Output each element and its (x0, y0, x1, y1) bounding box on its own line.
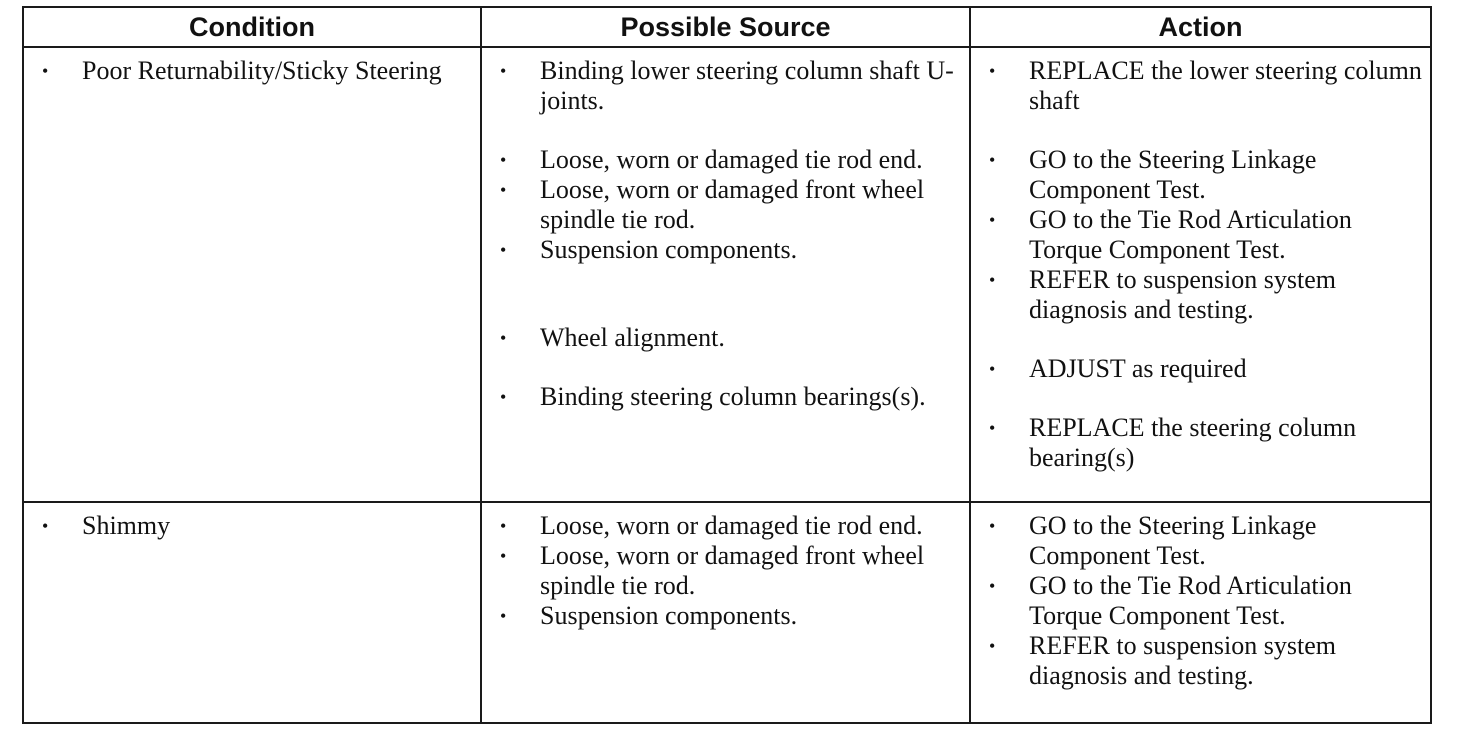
source-text: Suspension components. (540, 601, 798, 631)
list-item (971, 511, 1430, 571)
list-item (482, 541, 969, 601)
source-text: Loose, worn or damaged front wheel spindle tie rod. (540, 175, 925, 234)
condition-cell (23, 502, 481, 723)
condition-text: Shimmy (82, 511, 171, 541)
source-text: Suspension components. (540, 235, 798, 264)
list-item (482, 235, 969, 265)
table-row (23, 47, 1431, 502)
source-text: Loose, worn or damaged front wheel spindle tie rod. (540, 541, 925, 601)
bullet-icon: • (500, 328, 507, 348)
list-item (482, 323, 969, 353)
list-item (482, 145, 969, 175)
bullet-icon: • (42, 61, 49, 81)
action-text: GO to the Tie Rod Articulation Torque Component Test. (1029, 571, 1352, 631)
action-text: ADJUST as required (1029, 354, 1247, 383)
bullet-icon: • (989, 150, 996, 170)
condition-text: Poor Returnability/Sticky Steering (82, 56, 442, 85)
list-item (482, 511, 969, 541)
list-item (971, 354, 1430, 384)
list-item (971, 56, 1430, 116)
bullet-icon: • (989, 636, 996, 657)
action-text: REPLACE the steering column bearing(s) (1029, 413, 1357, 472)
list-item (971, 571, 1430, 631)
list-item (24, 56, 480, 86)
table-row (23, 502, 1431, 723)
bullet-icon: • (42, 516, 49, 537)
bullet-icon: • (500, 387, 507, 407)
list-item (482, 382, 969, 412)
bullet-icon: • (989, 576, 996, 597)
source-text: Wheel alignment. (540, 323, 725, 352)
condition-cell (23, 47, 481, 502)
action-cell (970, 502, 1431, 723)
action-text: GO to the Steering Linkage Component Test. (1029, 145, 1317, 204)
header-possible-source: Possible Source (481, 7, 970, 47)
action-text: REFER to suspension system diagnosis and testing. (1029, 631, 1336, 691)
list-item (971, 631, 1430, 691)
bullet-icon: • (989, 359, 996, 379)
source-cell (481, 502, 970, 723)
list-item (971, 205, 1430, 265)
bullet-icon: • (989, 270, 996, 290)
bullet-icon: • (500, 516, 507, 537)
list-item (971, 413, 1430, 473)
bullet-icon: • (500, 150, 507, 170)
list-item (482, 601, 969, 631)
bullet-icon: • (989, 516, 996, 537)
action-text: GO to the Steering Linkage Component Test. (1029, 511, 1317, 571)
bullet-icon: • (500, 546, 507, 567)
bullet-icon: • (500, 606, 507, 627)
bullet-icon: • (500, 240, 507, 260)
list-item (482, 175, 969, 235)
source-text: Loose, worn or damaged tie rod end. (540, 145, 923, 174)
bullet-icon: • (989, 210, 996, 230)
bullet-icon: • (989, 61, 996, 81)
source-text: Loose, worn or damaged tie rod end. (540, 511, 923, 541)
action-text: REPLACE the lower steering column shaft (1029, 56, 1422, 115)
bullet-icon: • (500, 180, 507, 200)
action-text: GO to the Tie Rod Articulation Torque Component Test. (1029, 205, 1352, 264)
list-item (971, 145, 1430, 205)
bullet-icon: • (989, 418, 996, 438)
list-item (24, 511, 480, 541)
diagnosis-table (22, 6, 1432, 724)
action-text: REFER to suspension system diagnosis and testing. (1029, 265, 1336, 324)
list-item (971, 265, 1430, 325)
header-row (23, 7, 1431, 47)
header-condition: Condition (23, 7, 481, 47)
source-text: Binding lower steering column shaft U-joints. (540, 56, 954, 115)
bullet-icon: • (500, 61, 507, 81)
list-item (482, 56, 969, 116)
header-action: Action (970, 7, 1431, 47)
source-text: Binding steering column bearings(s). (540, 382, 926, 411)
source-cell (481, 47, 970, 502)
action-cell (970, 47, 1431, 502)
